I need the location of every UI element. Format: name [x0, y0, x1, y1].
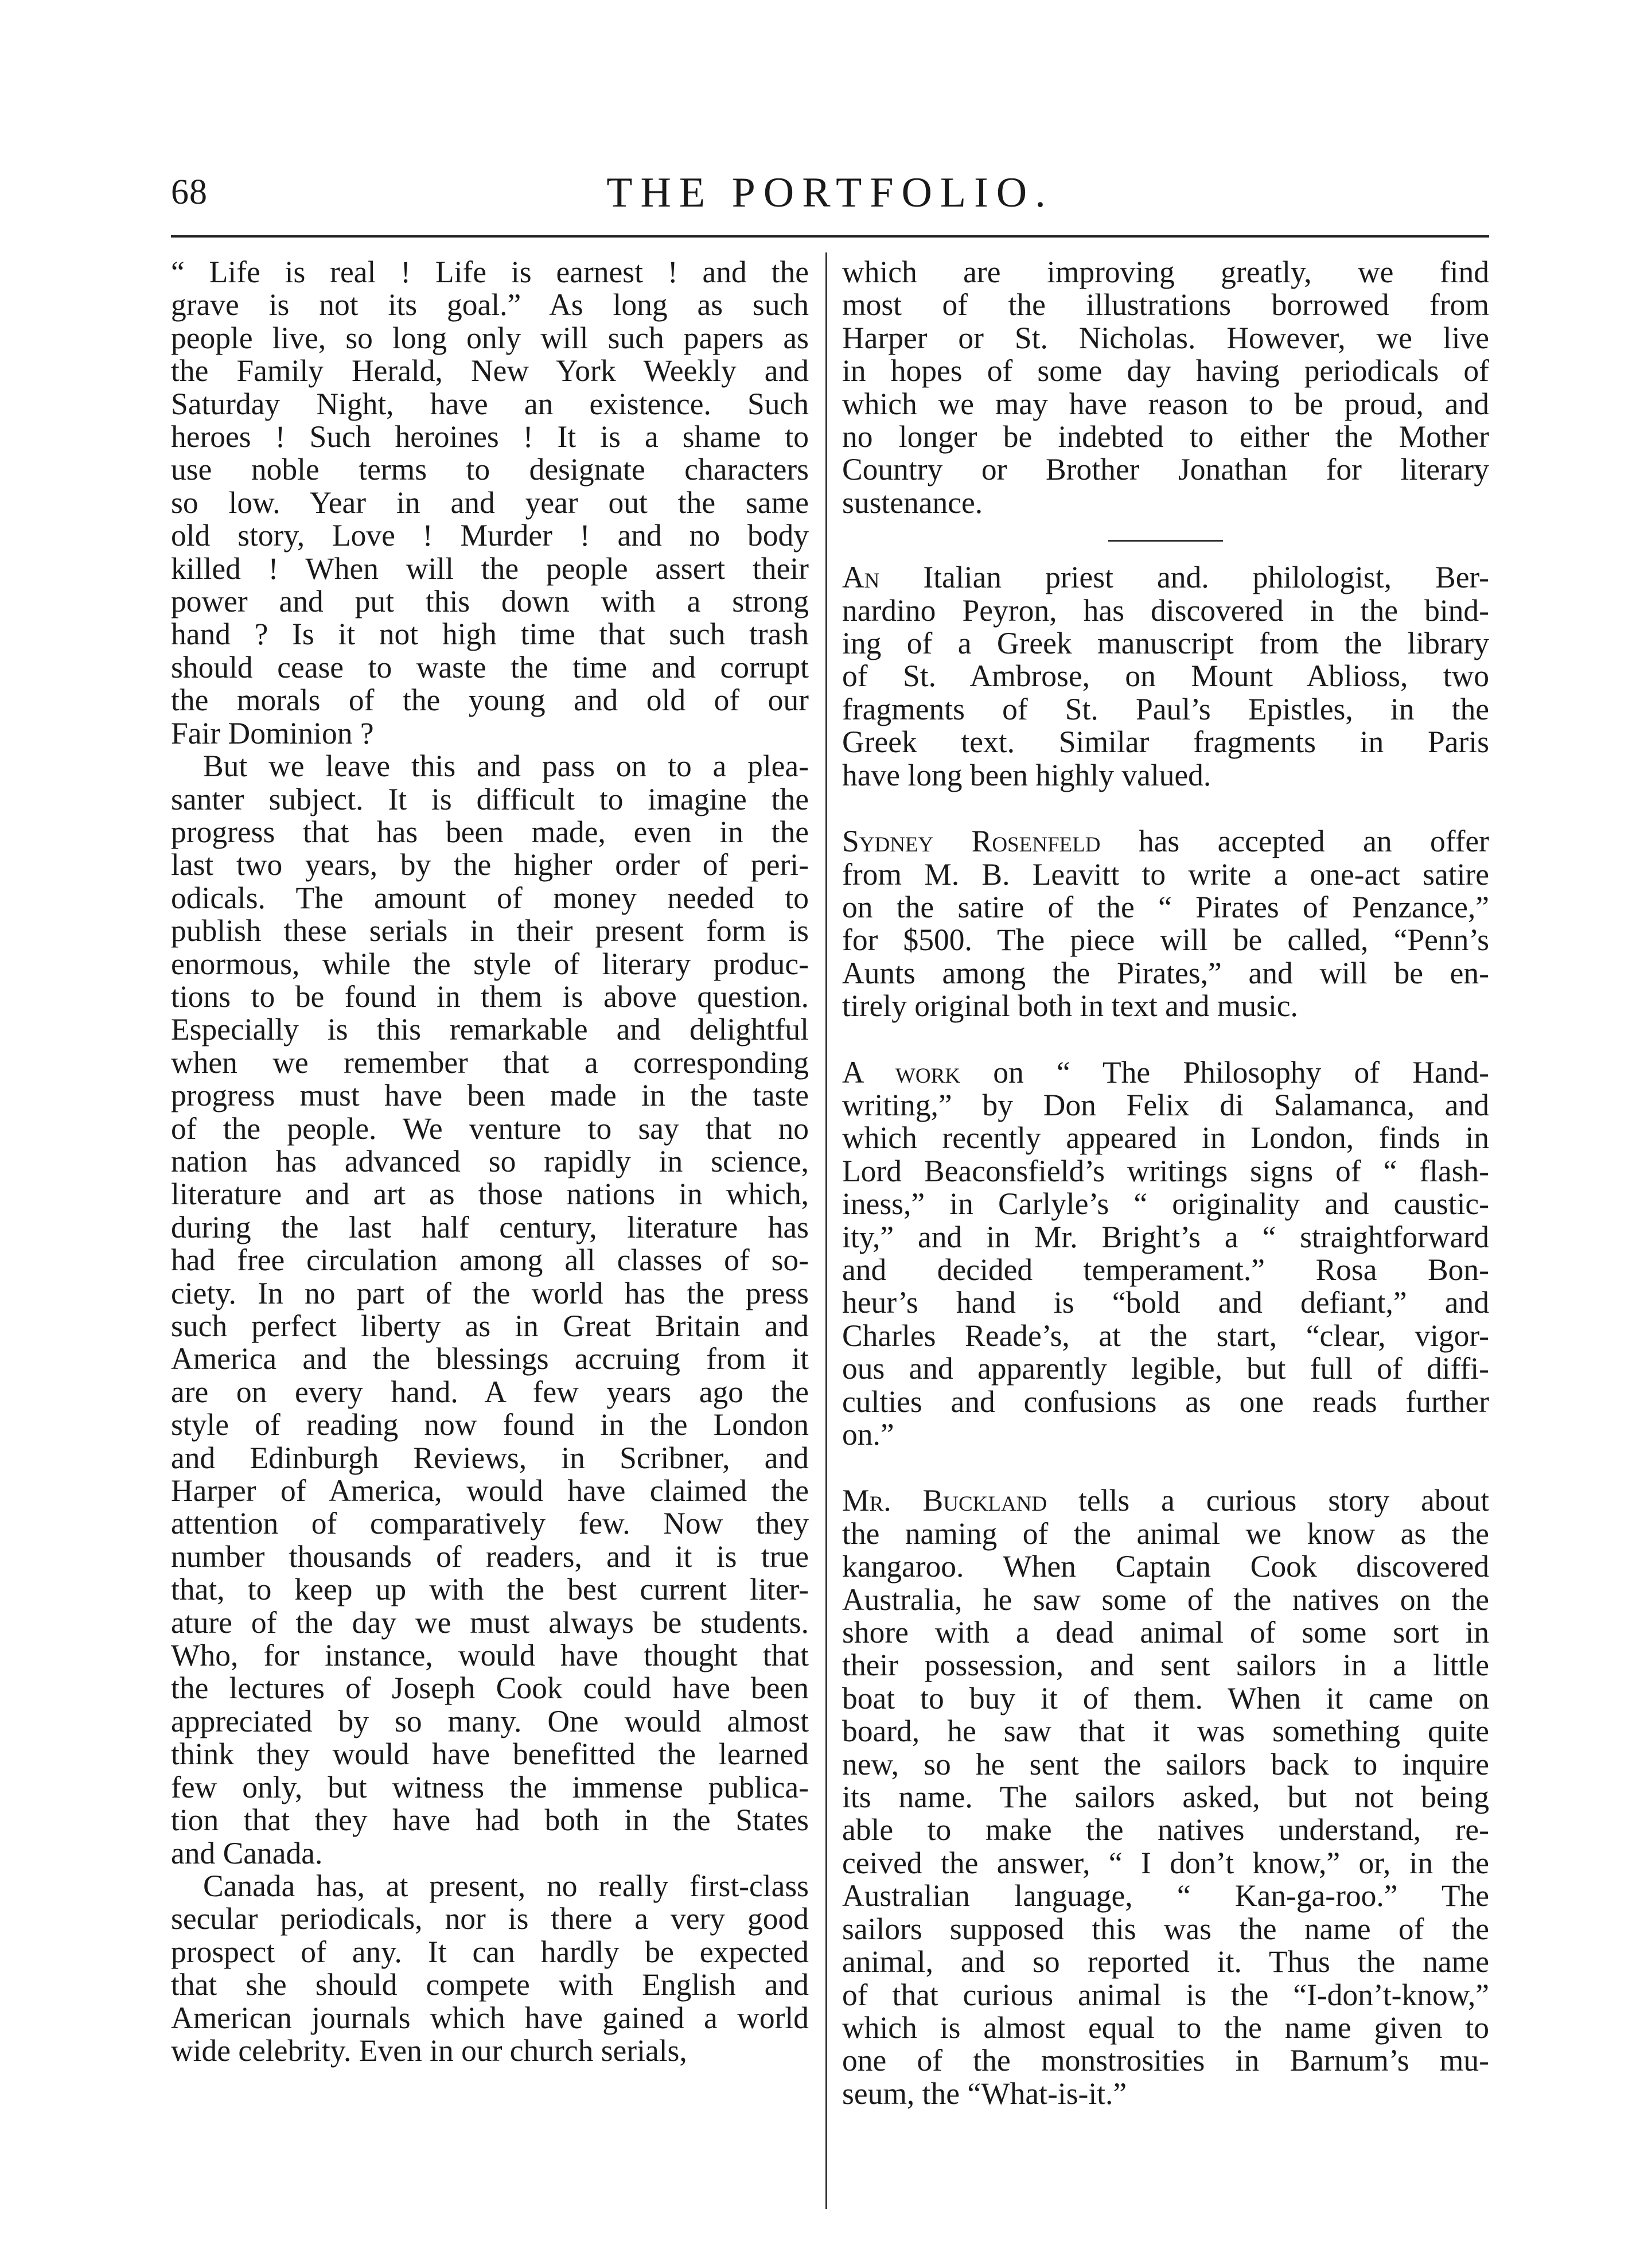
- text-line: [842, 1847, 1489, 1880]
- text-line: [171, 322, 809, 355]
- text-line: [171, 1277, 809, 1310]
- text-line: [842, 1649, 1489, 1682]
- left-column: [171, 256, 809, 2067]
- line-text: their possession, and sent sailors in a little: [842, 1648, 1489, 1683]
- line-text: and decided temperament.” Rosa Bon-: [842, 1252, 1489, 1287]
- text-line: [171, 1475, 809, 1507]
- text-line: [842, 1484, 1489, 1517]
- text-line: [842, 322, 1489, 355]
- text-line: [842, 2012, 1489, 2044]
- line-text: that she should compete with English and: [171, 1967, 809, 2002]
- line-text: wide celebrity. Even in our church serials,: [171, 2033, 687, 2068]
- text-line: [171, 1343, 809, 1375]
- text-line: [171, 1013, 809, 1046]
- section-divider: [1108, 540, 1223, 542]
- text-line: [842, 1386, 1489, 1418]
- text-line: [171, 553, 809, 585]
- text-line: [842, 561, 1489, 594]
- text-line: [171, 421, 809, 453]
- line-text: the Family Herald, New York Weekly and: [171, 353, 809, 388]
- line-text: prospect of any. It can hardly be expected: [171, 1934, 809, 1969]
- text-line: [842, 594, 1489, 627]
- line-text: santer subject. It is difficult to imagine the: [171, 781, 809, 816]
- paragraph-gap: [842, 792, 1489, 825]
- text-line: [842, 1979, 1489, 2012]
- lead-in: A work: [842, 1055, 960, 1090]
- text-line: [842, 421, 1489, 453]
- text-line: [842, 487, 1489, 519]
- text-line: [171, 487, 809, 519]
- text-line: [842, 924, 1489, 956]
- line-text: tion that they have had both in the States: [171, 1803, 809, 1838]
- text-line: [171, 1540, 809, 1573]
- line-text: tells a curious story about: [1047, 1483, 1489, 1518]
- line-text: which are improving greatly, we find: [842, 255, 1489, 289]
- line-text: Saturday Night, have an existence. Such: [171, 386, 809, 421]
- text-line: [171, 1672, 809, 1705]
- text-line: [171, 1804, 809, 1837]
- line-text: ing of a Greek manuscript from the library: [842, 626, 1489, 661]
- line-text: ciety. In no part of the world has the press: [171, 1275, 809, 1310]
- text-line: [842, 388, 1489, 421]
- line-text: which is almost equal to the name given to: [842, 2010, 1489, 2045]
- text-line: [171, 717, 809, 750]
- line-text: and Edinburgh Reviews, in Scribner, and: [171, 1440, 809, 1475]
- paragraph: [171, 750, 809, 1870]
- text-line: [842, 2078, 1489, 2110]
- line-text: on.”: [842, 1417, 894, 1452]
- line-text: Italian priest and. philologist, Ber-: [879, 560, 1489, 595]
- line-text: Fair Dominion ?: [171, 715, 374, 750]
- page-header: [171, 169, 1489, 241]
- paragraph: [842, 1484, 1489, 2110]
- text-line: [842, 1089, 1489, 1122]
- line-text: heur’s hand is “bold and defiant,” and: [842, 1285, 1489, 1320]
- line-text: of the people. We venture to say that no: [171, 1111, 809, 1146]
- line-text: grave is not its goal.” As long as such: [171, 287, 809, 322]
- line-text: tions to be found in them is above question.: [171, 979, 809, 1014]
- text-line: [171, 1442, 809, 1475]
- text-line: [171, 1870, 809, 1903]
- line-text: But we leave this and pass on to a plea-: [203, 749, 809, 784]
- paragraph: [842, 256, 1489, 519]
- line-text: ceived the answer, “ I don’t know,” or, in the: [842, 1845, 1489, 1880]
- text-line: [171, 1310, 809, 1343]
- line-text: for $500. The piece will be called, “Penn’s: [842, 923, 1489, 958]
- line-text: nation has advanced so rapidly in science,: [171, 1143, 809, 1178]
- text-line: [842, 1254, 1489, 1286]
- line-text: power and put this down with a strong: [171, 584, 809, 619]
- text-line: [171, 1606, 809, 1639]
- line-text: Australian language, “ Kan-ga-roo.” The: [842, 1878, 1489, 1913]
- line-text: the morals of the young and old of our: [171, 683, 809, 718]
- line-text: last two years, by the higher order of peri-: [171, 847, 809, 882]
- text-line: [842, 825, 1489, 858]
- text-line: [842, 1616, 1489, 1649]
- text-line: [171, 1145, 809, 1178]
- text-line: [171, 1376, 809, 1409]
- text-line: [171, 1837, 809, 1870]
- line-text: boat to buy it of them. When it came on: [842, 1680, 1489, 1715]
- paragraph: [171, 1870, 809, 2067]
- text-line: [171, 783, 809, 816]
- text-line: [171, 2034, 809, 2067]
- line-text: Who, for instance, would have thought that: [171, 1638, 809, 1673]
- text-line: [171, 1639, 809, 1672]
- line-text: and Canada.: [171, 1835, 323, 1870]
- line-text: heroes ! Such heroines ! It is a shame to: [171, 419, 809, 454]
- text-line: [842, 1418, 1489, 1451]
- text-line: [842, 759, 1489, 792]
- text-line: [842, 1748, 1489, 1781]
- text-line: [842, 453, 1489, 486]
- text-line: [171, 1211, 809, 1244]
- text-line: [171, 585, 809, 618]
- line-text: appreciated by so many. One would almost: [171, 1703, 809, 1738]
- text-line: [842, 1320, 1489, 1352]
- line-text: Harper or St. Nicholas. However, we live: [842, 320, 1489, 355]
- text-line: [842, 1286, 1489, 1319]
- line-text: “ Life is real ! Life is earnest ! and the: [171, 255, 809, 289]
- text-line: [171, 1047, 809, 1079]
- line-text: America and the blessings accruing from it: [171, 1341, 809, 1376]
- lead-in: Mr. Buckland: [842, 1483, 1047, 1518]
- line-text: secular periodicals, nor is there a very good: [171, 1901, 809, 1936]
- text-line: [171, 651, 809, 684]
- line-text: animal, and so reported it. Thus the name: [842, 1944, 1489, 1979]
- text-line: [842, 957, 1489, 990]
- text-line: [842, 289, 1489, 321]
- line-text: progress that has been made, even in the: [171, 814, 809, 849]
- text-line: [171, 618, 809, 651]
- line-text: old story, Love ! Murder ! and no body: [171, 518, 809, 553]
- line-text: few only, but witness the immense publica-: [171, 1769, 809, 1804]
- column-divider: [825, 252, 827, 2209]
- paragraph: [842, 825, 1489, 1022]
- text-line: [842, 355, 1489, 387]
- header-rule: [171, 235, 1489, 238]
- text-line: [171, 1903, 809, 1935]
- text-line: [171, 1112, 809, 1145]
- text-line: [842, 1518, 1489, 1550]
- line-text: Australia, he saw some of the natives on the: [842, 1582, 1489, 1617]
- line-text: attention of comparatively few. Now they: [171, 1506, 809, 1541]
- line-text: on “ The Philosophy of Hand-: [960, 1055, 1489, 1090]
- line-text: such perfect liberty as in Great Britain and: [171, 1309, 809, 1343]
- text-line: [171, 849, 809, 881]
- text-line: [171, 981, 809, 1013]
- paragraph-gap: [842, 1023, 1489, 1056]
- text-line: [842, 1946, 1489, 1978]
- line-text: writing,” by Don Felix di Salamanca, and: [842, 1087, 1489, 1122]
- text-line: [171, 519, 809, 552]
- page-number: 68: [171, 173, 208, 212]
- text-line: [842, 1781, 1489, 1814]
- text-line: [171, 1244, 809, 1277]
- text-line: [171, 1079, 809, 1112]
- line-text: think they would have benefitted the learned: [171, 1737, 809, 1772]
- line-text: ature of the day we must always be students.: [171, 1605, 809, 1640]
- line-text: which we may have reason to be proud, and: [842, 386, 1489, 421]
- text-line: [171, 2002, 809, 2034]
- line-text: progress must have been made in the taste: [171, 1078, 809, 1113]
- text-line: [842, 693, 1489, 726]
- line-text: Harper of America, would have claimed the: [171, 1473, 809, 1508]
- line-text: has accepted an offer: [1100, 824, 1489, 859]
- text-line: [842, 858, 1489, 891]
- line-text: had free circulation among all classes of so-: [171, 1243, 809, 1278]
- line-text: have long been highly valued.: [842, 757, 1212, 792]
- text-line: [171, 256, 809, 289]
- line-text: kangaroo. When Captain Cook discovered: [842, 1549, 1489, 1584]
- text-line: [842, 891, 1489, 924]
- line-text: fragments of St. Paul’s Epistles, in the: [842, 691, 1489, 726]
- line-text: when we remember that a corresponding: [171, 1045, 809, 1080]
- text-line: [842, 1913, 1489, 1946]
- line-text: Greek text. Similar fragments in Paris: [842, 725, 1489, 760]
- text-line: [171, 684, 809, 717]
- text-line: [171, 1771, 809, 1804]
- line-text: no longer be indebted to either the Mother: [842, 419, 1489, 454]
- line-text: which recently appeared in London, finds in: [842, 1121, 1489, 1156]
- line-text: of St. Ambrose, on Mount Ablioss, two: [842, 659, 1489, 694]
- line-text: most of the illustrations borrowed from: [842, 287, 1489, 322]
- line-text: seum, the “What-is-it.”: [842, 2076, 1127, 2111]
- line-text: nardino Peyron, has discovered in the bind-: [842, 593, 1489, 628]
- text-line: [842, 1715, 1489, 1748]
- line-text: in hopes of some day having periodicals of: [842, 353, 1489, 388]
- line-text: sustenance.: [842, 485, 983, 520]
- text-line: [842, 1550, 1489, 1583]
- line-text: enormous, while the style of literary produc-: [171, 946, 809, 981]
- line-text: publish these serials in their present form is: [171, 913, 809, 948]
- text-line: [171, 882, 809, 915]
- text-line: [171, 1969, 809, 2001]
- text-line: [842, 2044, 1489, 2077]
- line-text: number thousands of readers, and it is true: [171, 1539, 809, 1574]
- running-title: THE PORTFOLIO.: [606, 169, 1054, 216]
- text-line: [842, 627, 1489, 660]
- line-text: its name. The sailors asked, but not being: [842, 1780, 1489, 1815]
- line-text: people live, so long only will such papers as: [171, 320, 809, 355]
- line-text: tirely original both in text and music.: [842, 989, 1298, 1024]
- line-text: literature and art as those nations in which,: [171, 1177, 809, 1212]
- line-text: on the satire of the “ Pirates of Penzance,”: [842, 889, 1489, 924]
- text-line: [842, 1056, 1489, 1089]
- line-text: shore with a dead animal of some sort in: [842, 1615, 1489, 1650]
- text-line: [842, 256, 1489, 289]
- text-line: [842, 1584, 1489, 1616]
- line-text: one of the monstrosities in Barnum’s mu-: [842, 2043, 1489, 2078]
- text-line: [842, 726, 1489, 758]
- text-line: [842, 1352, 1489, 1385]
- line-text: that, to keep up with the best current liter-: [171, 1572, 809, 1607]
- text-line: [171, 1936, 809, 1969]
- text-line: [171, 1573, 809, 1606]
- text-line: [842, 1221, 1489, 1254]
- text-line: [842, 1814, 1489, 1846]
- text-line: [842, 1682, 1489, 1715]
- line-text: from M. B. Leavitt to write a one-act satire: [842, 857, 1489, 892]
- line-text: Especially is this remarkable and delightful: [171, 1012, 809, 1047]
- line-text: the naming of the animal we know as the: [842, 1516, 1489, 1551]
- line-text: should cease to waste the time and corrupt: [171, 649, 809, 684]
- text-line: [842, 1122, 1489, 1154]
- text-line: [842, 1880, 1489, 1912]
- line-text: of that curious animal is the “I-don’t-know,”: [842, 1977, 1489, 2012]
- line-text: hand ? Is it not high time that such trash: [171, 617, 809, 652]
- text-line: [171, 1507, 809, 1540]
- lead-in: Sydney Rosenfeld: [842, 824, 1101, 859]
- line-text: culties and confusions as one reads further: [842, 1384, 1489, 1419]
- text-line: [171, 1738, 809, 1771]
- line-text: the lectures of Joseph Cook could have been: [171, 1671, 809, 1706]
- text-line: [171, 1178, 809, 1211]
- paragraph: [842, 561, 1489, 792]
- line-text: iness,” in Carlyle’s “ originality and caustic-: [842, 1186, 1489, 1221]
- line-text: odicals. The amount of money needed to: [171, 880, 809, 915]
- paragraph: [842, 1056, 1489, 1452]
- line-text: killed ! When will the people assert their: [171, 551, 809, 586]
- line-text: Canada has, at present, no really first-class: [203, 1868, 809, 1903]
- text-line: [171, 289, 809, 321]
- line-text: during the last half century, literature has: [171, 1209, 809, 1244]
- line-text: Charles Reade’s, at the start, “clear, vigor-: [842, 1318, 1489, 1353]
- text-line: [171, 816, 809, 849]
- line-text: ity,” and in Mr. Bright’s a “ straightforward: [842, 1219, 1489, 1254]
- paragraph-gap: [842, 1451, 1489, 1484]
- text-line: [842, 660, 1489, 693]
- line-text: American journals which have gained a world: [171, 2000, 809, 2035]
- text-line: [171, 915, 809, 947]
- line-text: so low. Year in and year out the same: [171, 485, 809, 520]
- line-text: use noble terms to designate characters: [171, 452, 809, 487]
- line-text: board, he saw that it was something quite: [842, 1714, 1489, 1749]
- text-line: [171, 355, 809, 387]
- paragraph: [171, 256, 809, 750]
- text-line: [171, 388, 809, 421]
- lead-in: An: [842, 560, 880, 595]
- line-text: ous and apparently legible, but full of diffi-: [842, 1351, 1489, 1386]
- line-text: Aunts among the Pirates,” and will be en-: [842, 955, 1489, 990]
- line-text: Country or Brother Jonathan for literary: [842, 452, 1489, 487]
- line-text: Lord Beaconsfield’s writings signs of “ flash-: [842, 1153, 1489, 1188]
- text-line: [171, 453, 809, 486]
- text-line: [171, 1705, 809, 1738]
- line-text: style of reading now found in the London: [171, 1407, 809, 1442]
- line-text: sailors supposed this was the name of the: [842, 1911, 1489, 1946]
- text-line: [842, 1188, 1489, 1220]
- line-text: are on every hand. A few years ago the: [171, 1374, 809, 1409]
- text-line: [171, 750, 809, 783]
- text-line: [842, 990, 1489, 1022]
- line-text: new, so he sent the sailors back to inquire: [842, 1746, 1489, 1781]
- text-line: [171, 948, 809, 981]
- right-column: [842, 256, 1489, 2110]
- text-line: [842, 1155, 1489, 1188]
- text-line: [171, 1409, 809, 1441]
- line-text: able to make the natives understand, re-: [842, 1812, 1489, 1847]
